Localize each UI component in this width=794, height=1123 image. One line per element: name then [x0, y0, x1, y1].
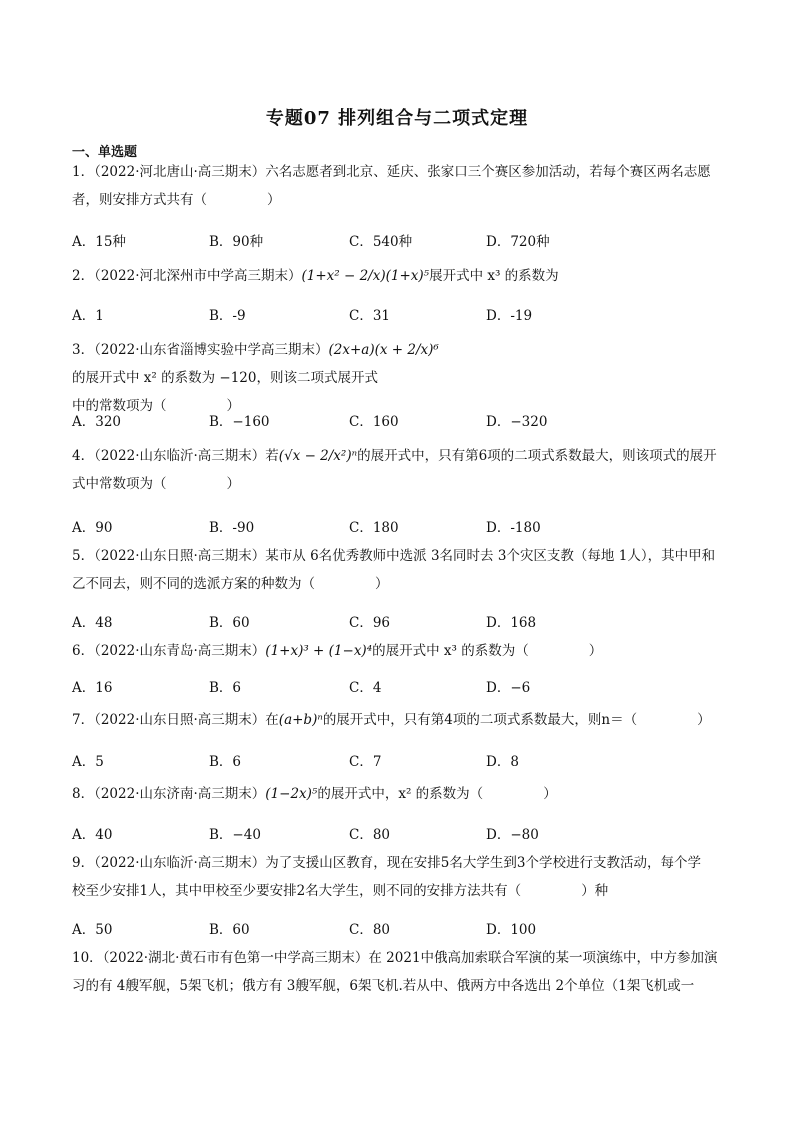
- option-d: D．−6: [486, 680, 531, 696]
- question-3-options: [72, 410, 724, 430]
- option-b: B．-9: [209, 308, 246, 324]
- option-a: A．16: [72, 680, 113, 696]
- math-expression: (1−2x)⁵: [265, 786, 318, 802]
- option-b: B．−160: [209, 414, 270, 430]
- question-1-options: [72, 230, 724, 250]
- option-d: D．168: [486, 615, 537, 631]
- question-4: 4．（2022·山东临沂·高三期末）若(√x − 2/x²)ⁿ的展开式中，只有第6项的二项式系数最大，则该项式的展开 式中常数项为（ ）: [72, 448, 717, 492]
- option-c: C．31: [349, 308, 391, 324]
- question-9-options: [72, 918, 724, 938]
- option-c: C．160: [349, 414, 399, 430]
- option-d: D．-19: [486, 308, 533, 324]
- question-8: 8．（2022·山东济南·高三期末）(1−2x)⁵的展开式中，x² 的系数为（ ）: [72, 786, 557, 802]
- option-d: D．720种: [486, 234, 550, 250]
- option-b: B．-90: [209, 520, 255, 536]
- question-6-options: [72, 676, 724, 696]
- option-a: A．1: [72, 308, 104, 324]
- question-5-options: [72, 611, 724, 631]
- question-2: 2．（2022·河北深州市中学高三期末）(1+x² − 2/x)(1+x)⁵展开式中 x³ 的系数为: [72, 268, 559, 284]
- option-a: A．90: [72, 520, 113, 536]
- option-b: B．−40: [209, 827, 261, 843]
- option-a: A．48: [72, 615, 113, 631]
- math-expression: (1+x)³ + (1−x)⁴: [265, 643, 373, 659]
- option-c: C．180: [349, 520, 399, 536]
- option-a: A．50: [72, 922, 113, 938]
- option-c: C．80: [349, 922, 391, 938]
- question-8-options: [72, 823, 724, 843]
- option-d: D．−80: [486, 827, 539, 843]
- option-d: D．8: [486, 754, 519, 770]
- option-b: B．6: [209, 754, 242, 770]
- math-expression: (1+x² − 2/x)(1+x)⁵: [301, 268, 430, 284]
- option-b: B．60: [209, 615, 250, 631]
- question-10: 10．（2022·湖北·黄石市有色第一中学高三期末）在 2021中俄高加索联合军演的某一项演练中，中方参加演 习的有 4艘军舰，5架飞机；俄方有 3艘军舰，6架飞机.若从中、俄两方中各选出 2个单位（1架飞机或一: [72, 950, 718, 994]
- option-d: D．−320: [486, 414, 548, 430]
- option-a: A．5: [72, 754, 104, 770]
- option-a: A．40: [72, 827, 113, 843]
- section-heading: 一、单选题: [72, 145, 138, 160]
- question-2-options: [72, 304, 724, 324]
- option-a: A．320: [72, 414, 122, 430]
- math-expression: (√x − 2/x²)ⁿ: [278, 448, 358, 464]
- question-7-options: [72, 750, 724, 770]
- question-5: 5．（2022·山东日照·高三期末）某市从 6名优秀教师中选派 3名同时去 3个灾区支教（每地 1人），其中甲和 乙不同去，则不同的选派方案的种数为（ ）: [72, 548, 716, 592]
- option-c: C．80: [349, 827, 391, 843]
- question-4-options: [72, 516, 724, 536]
- option-b: B．60: [209, 922, 250, 938]
- option-c: C．7: [349, 754, 382, 770]
- option-d: D．-180: [486, 520, 541, 536]
- question-6: 6．（2022·山东青岛·高三期末）(1+x)³ + (1−x)⁴的展开式中 x³ 的系数为（ ）: [72, 643, 603, 659]
- option-c: C．96: [349, 615, 391, 631]
- question-1: 1．（2022·河北唐山·高三期末）六名志愿者到北京、延庆、张家口三个赛区参加活动，若每个赛区两名志愿 者，则安排方式共有（ ）: [72, 164, 711, 208]
- math-expression: (a+b)ⁿ: [278, 712, 323, 728]
- option-c: C．4: [349, 680, 382, 696]
- option-d: D．100: [486, 922, 537, 938]
- page-title: 专题07 排列组合与二项式定理: [265, 108, 529, 129]
- option-b: B．6: [209, 680, 242, 696]
- question-9: 9．（2022·山东临沂·高三期末）为了支援山区教育，现在安排5名大学生到3个学校进行支教活动，每个学 校至少安排1人，其中甲校至少要安排2名大学生，则不同的安排方法共有（ ）种: [72, 855, 701, 899]
- math-expression: (2x+a)(x + 2/x)⁶: [328, 342, 439, 358]
- question-3: 3．（2022·山东省淄博实验中学高三期末）(2x+a)(x + 2/x)⁶的展开式中 x² 的系数为 −120，则该二项式展开式 中的常数项为（ ）: [72, 342, 439, 414]
- question-7: 7．（2022·山东日照·高三期末）在(a+b)ⁿ的展开式中，只有第4项的二项式系数最大，则n＝（ ）: [72, 712, 711, 728]
- option-a: A．15种: [72, 234, 126, 250]
- option-c: C．540种: [349, 234, 413, 250]
- option-b: B．90种: [209, 234, 264, 250]
